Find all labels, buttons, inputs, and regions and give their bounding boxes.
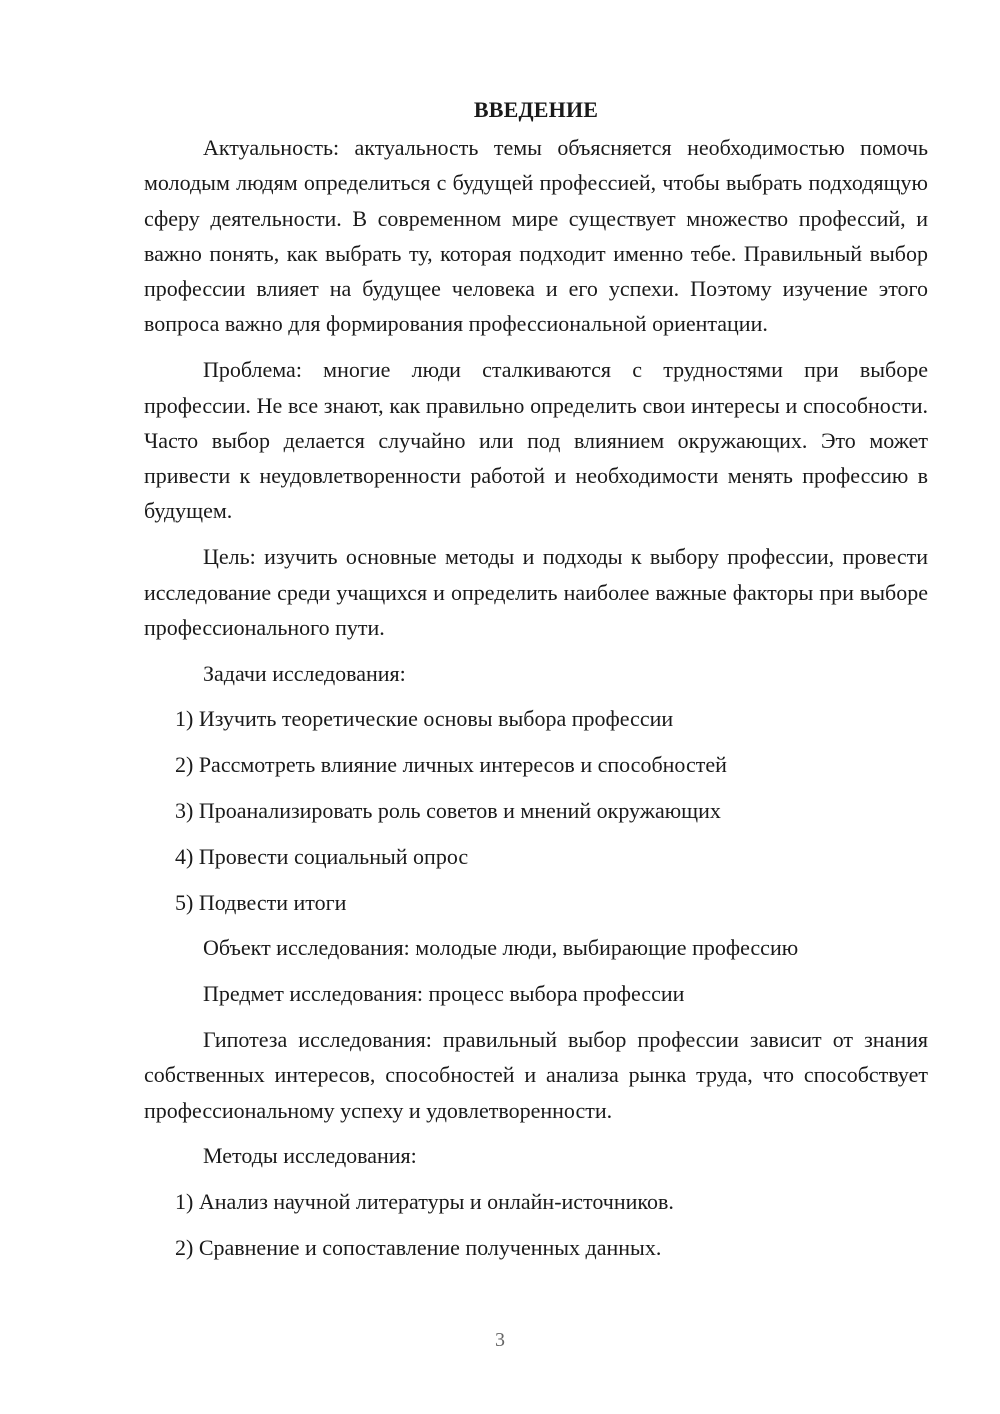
- list-item: 4) Провести социальный опрос: [175, 843, 469, 869]
- list-item: 2) Рассмотреть влияние личных интересов и способностей: [175, 752, 727, 778]
- list-item: 1) Анализ научной литературы и онлайн-источников.: [175, 1189, 674, 1215]
- object-line: Объект исследования: молодые люди, выбирающие профессию: [203, 935, 799, 961]
- tasks-heading: Задачи исследования:: [203, 660, 406, 686]
- tasks-list: [144, 701, 928, 919]
- relevance-paragraph: Актуальность: актуальность темы объясняется необходимостью помочь молодым людям определиться с будущей профессией, чтобы выбрать подходящую сферу деятельности. В современном мире существует множество профессий, и важно понять, как выбрать ту, которая подходит именно тебе. Правильный выбор профессии влияет на будущее человека и его успехи. Поэтому изучение этого вопроса важно для формирования профессиональной ориентации.: [144, 135, 928, 337]
- methods-list: [144, 1184, 928, 1265]
- list-item: 1) Изучить теоретические основы выбора профессии: [175, 706, 674, 732]
- hypothesis-paragraph: Гипотеза исследования: правильный выбор профессии зависит от знания собственных интересов, способностей и анализа рынка труда, что способствует профессиональному успеху и удовлетворенности.: [144, 1027, 928, 1123]
- document-page: [144, 92, 928, 1276]
- subject-line: Предмет исследования: процесс выбора профессии: [203, 981, 685, 1007]
- page-number: 3: [495, 1329, 505, 1351]
- list-item: 3) Проанализировать роль советов и мнений окружающих: [175, 798, 721, 824]
- goal-paragraph: Цель: изучить основные методы и подходы к выбору профессии, провести исследование среди учащихся и определить наиболее важные факторы при выборе профессионального пути.: [144, 544, 928, 640]
- list-item: 5) Подвести итоги: [175, 889, 347, 915]
- section-title: ВВЕДЕНИЕ: [473, 97, 599, 122]
- list-item: 2) Сравнение и сопоставление полученных данных.: [175, 1235, 662, 1261]
- methods-heading: Методы исследования:: [203, 1143, 417, 1169]
- problem-paragraph: Проблема: многие люди сталкиваются с трудностями при выборе профессии. Не все знают, как правильно определить свои интересы и способности. Часто выбор делается случайно или под влиянием окружающих. Это может привести к неудовлетворенности работой и необходимости менять профессию в будущем.: [144, 357, 928, 524]
